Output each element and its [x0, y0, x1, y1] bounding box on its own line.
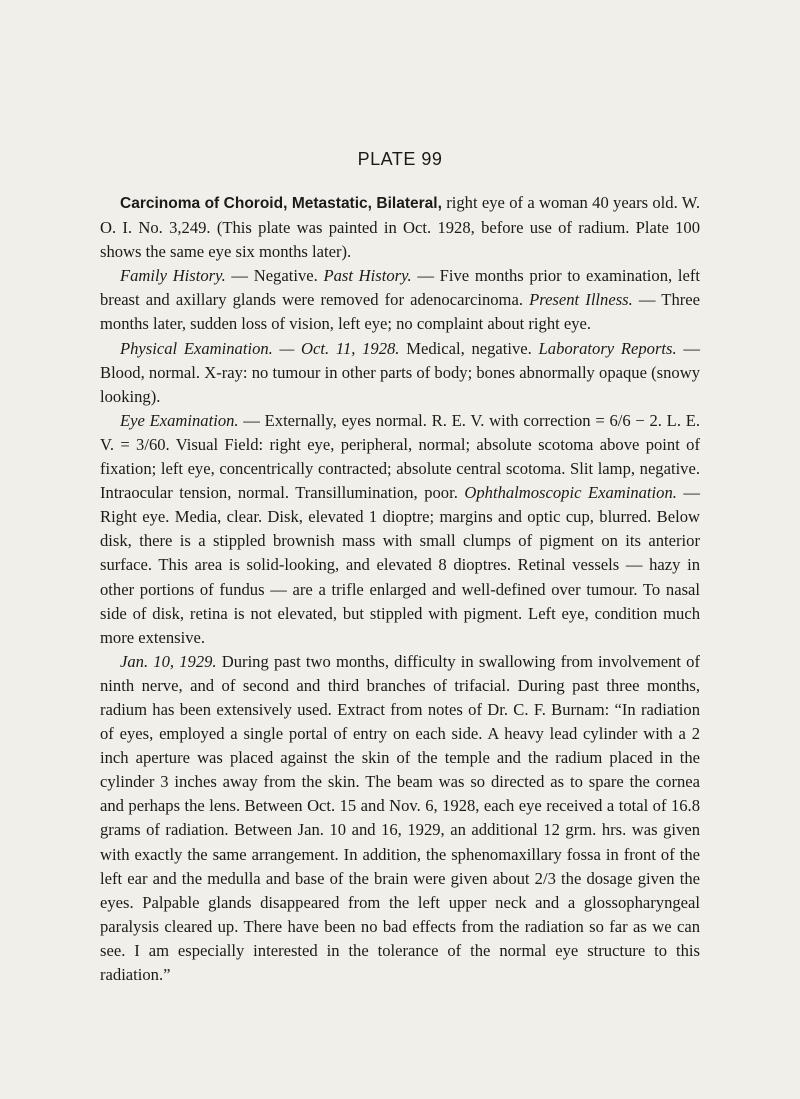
ophthalmoscopic-heading: Ophthalmoscopic Examination.	[464, 483, 677, 503]
present-illness-text: — Three months later, sudden loss of vision, left eye; no complaint about right eye.	[100, 290, 700, 334]
diagnosis-heading: Carcinoma of Choroid, Metastatic, Bilateral,	[120, 195, 442, 212]
plate-title: PLATE 99	[357, 149, 443, 169]
case-description	[100, 191, 700, 987]
physical-exam-text: Medical, negative.	[399, 338, 539, 358]
paragraph-diagnosis	[100, 191, 700, 264]
followup-text: During past two months, difficulty in swallowing from involvement of ninth nerve, and of second and third branches of trifacial. During past three months, radium has been extensively used. Extract from notes of Dr. C. F. Burnam: “In radiation of eyes, employed a single portal of entry on each side. A heavy lead cylinder with a 2 inch aperture was placed against the skin of the temple and the radium placed in the cylinder 3 inches away from the skin. The beam was so directed as to spare the cornea and perhaps the lens. Between Oct. 15 and Nov. 6, 1928, each eye received a total of 16.8 grams of radiation. Between Jan. 10 and 16, 1929, an additional 12 grm. hrs. was given with exactly the same arrangement. In addition, the sphenomaxillary fossa in front of the left ear and the medulla and base of the brain were given about 2/3 the dosage given the eyes. Palpable glands disappeared from the left upper neck and a glossopharyngeal paralysis cleared up. There have been no bad effects from the radiation so far as we can see. I am especially interested in the tolerance of the normal eye structure to this radiation.”	[100, 651, 701, 984]
paragraph-eye-exam	[100, 409, 700, 650]
followup-date-heading: Jan. 10, 1929.	[120, 651, 217, 671]
physical-exam-heading: Physical Examination. — Oct. 11, 1928.	[120, 338, 400, 358]
paragraph-followup	[100, 650, 700, 987]
ophthalmoscopic-text: — Right eye. Media, clear. Disk, elevated 1 dioptre; margins and optic cup, blurred. Below disk, there is a stippled brownish mass with small clumps of pigment on its anterior surface. This area is solid-looking, and elevated 8 dioptres. Retinal vessels — hazy in other portions of fundus — are a trifle enlarged and well-defined over tumour. To nasal side of disk, retina is not elevated, but stippled with pigment. Left eye, condition much more extensive.	[100, 483, 701, 647]
lab-reports-heading: Laboratory Reports.	[538, 338, 677, 358]
past-history-text: — Five months prior to examination, left breast and axillary glands were removed for adenocarcinoma.	[100, 266, 700, 310]
family-history-text: — Negative.	[225, 266, 324, 286]
family-history-heading: Family History.	[120, 266, 226, 286]
paragraph-history	[100, 264, 700, 336]
paragraph-physical	[100, 337, 700, 409]
lab-reports-text: — Blood, normal. X-ray: no tumour in other parts of body; bones abnormally opaque (snowy looking).	[100, 338, 700, 406]
eye-exam-text: — Externally, eyes normal. R. E. V. with correction = 6/6 − 2. L. E. V. = 3/60. Visual Field: right eye, peripheral, normal; absolute scotoma above point of fixation; left eye, concentrically contracted; absolute central scotoma. Slit lamp, negative. Intraocular tension, normal. Transillumination, poor.	[100, 410, 700, 503]
present-illness-heading: Present Illness.	[529, 290, 633, 310]
past-history-heading: Past History.	[323, 266, 412, 286]
eye-exam-heading: Eye Examination.	[120, 410, 239, 430]
diagnosis-text: right eye of a woman 40 years old. W. O. I. No. 3,249. (This plate was painted in Oct. 1928, before use of radium. Plate 100 shows the same eye six months later).	[100, 193, 701, 262]
